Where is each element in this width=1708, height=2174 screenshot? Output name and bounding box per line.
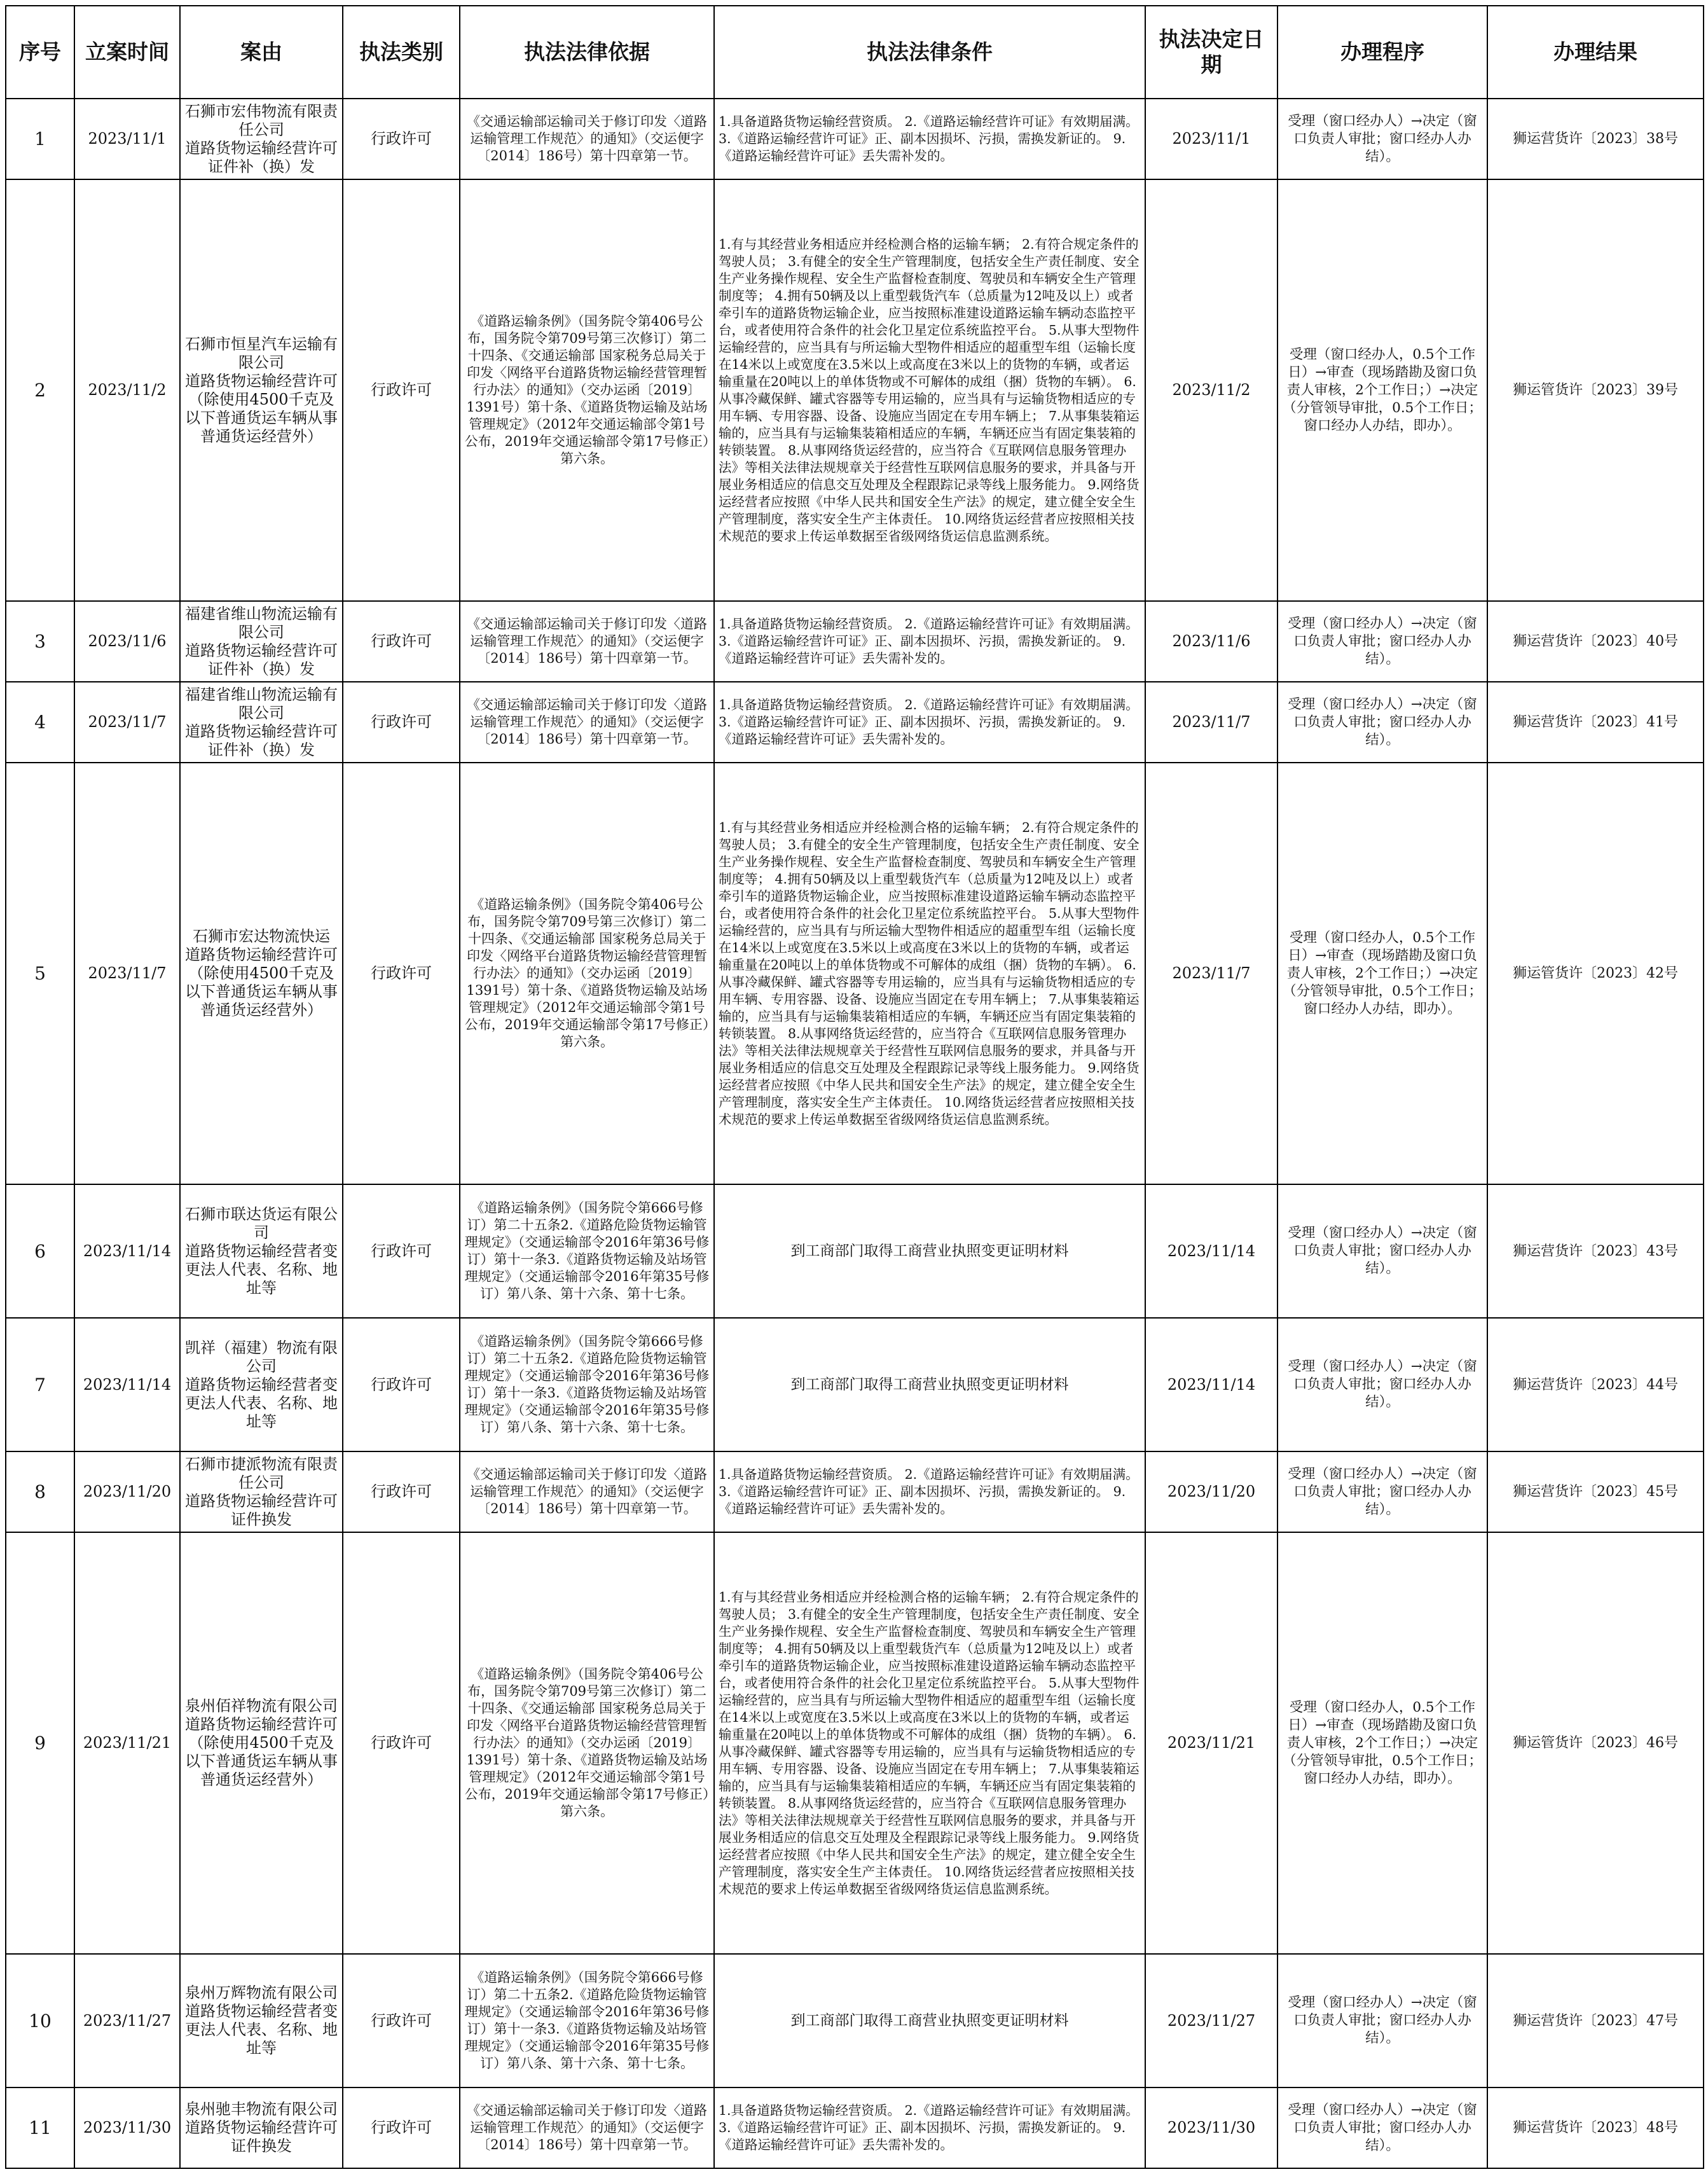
cell-seq: 6 [6,1184,74,1318]
cell-seq: 10 [6,1954,74,2087]
cell-decision-date: 2023/11/21 [1145,1532,1278,1954]
table-row [6,99,1704,179]
cause-matter: 道路货物运输经营许可证件换发 [185,2119,338,2155]
cell-result: 狮运营货许〔2023〕45号 [1487,1451,1704,1532]
cell-legal-condition: 到工商部门取得工商营业执照变更证明材料 [714,1318,1145,1451]
header-cause: 案由 [180,6,343,99]
table-row [6,682,1704,763]
cell-seq: 5 [6,763,74,1184]
cell-legal-basis: 《道路运输条例》（国务院令第666号修订）第二十五条2.《道路危险货物运输管理规定》（交通运输部令2016年第36号修订）第十一条3.《道路货物运输及站场管理规定》（交通运输部令2016年第35号修订）第八条、第十六条、第十七条。 [460,1184,714,1318]
table-row [6,1532,1704,1954]
cell-type: 行政许可 [343,179,460,601]
cell-seq: 7 [6,1318,74,1451]
cell-result: 狮运营货许〔2023〕43号 [1487,1184,1704,1318]
cell-filed-date: 2023/11/21 [74,1532,180,1954]
cell-legal-condition: 1.有与其经营业务相适应并经检测合格的运输车辆； 2.有符合规定条件的驾驶人员； 3.有健全的安全生产管理制度，包括安全生产责任制度、安全生产业务操作规程、安全生产监督检查制度、驾驶员和车辆安全生产管理制度等； 4.拥有50辆及以上重型载货汽车（总质量为12吨及以上）或者牵引车的道路货物运输企业，应当按照标准建设道路运输车辆动态监控平台，或者使用符合条件的社会化卫星定位系统监控平台。 5.从事大型物件运输经营的，应当具有与所运输大型物件相适应的超重型车组（运输长度在14米以上或宽度在3.5米以上或高度在3米以上的货物的车辆，或者运输重量在20吨以上的单体货物或不可解体的成组（捆）货物的车辆）。 6.从事冷藏保鲜、罐式容器等专用运输的，应当具有与运输货物相适应的专用车辆、专用容器、设备、设施应当固定在专用车辆上； 7.从事集装箱运输的，应当具有与运输集装箱相适应的车辆，车辆还应当有固定集装箱的转锁装置。 8.从事网络货运经营的，应当符合《互联网信息服务管理办法》等相关法律法规规章关于经营性互联网信息服务的要求，并具备与开展业务相适应的信息交互处理及全程跟踪记录等线上服务能力。 9.网络货运经营者应按照《中华人民共和国安全生产法》的规定，建立健全安全生产管理制度，落实安全生产主体责任。 10.网络货运经营者应按照相关技术规范的要求上传运单数据至省级网络货运信息监测系统。 [714,179,1145,601]
cause-company: 石狮市捷派物流有限责任公司 [185,1455,338,1492]
cause-company: 石狮市宏达物流快运 [193,927,330,945]
cell-procedure: 受理（窗口经办人）→决定（窗口负责人审批；窗口经办人办结）。 [1278,1954,1487,2087]
cell-legal-condition: 1.具备道路货物运输经营资质。 2.《道路运输经营许可证》有效期届满。 3.《道路运输经营许可证》正、副本因损坏、污损，需换发新证的。 9.《道路运输经营许可证》丢失需补发的。 [714,682,1145,763]
header-type: 执法类别 [343,6,460,99]
cell-decision-date: 2023/11/7 [1145,682,1278,763]
cell-filed-date: 2023/11/2 [74,179,180,601]
cell-cause [180,1184,343,1318]
header-filed-date: 立案时间 [74,6,180,99]
cell-filed-date: 2023/11/30 [74,2087,180,2168]
cell-legal-condition: 1.具备道路货物运输经营资质。 2.《道路运输经营许可证》有效期届满。 3.《道路运输经营许可证》正、副本因损坏、污损，需换发新证的。 9.《道路运输经营许可证》丢失需补发的。 [714,601,1145,682]
cause-matter: 道路货物运输经营许可证件补（换）发 [185,139,338,176]
cell-legal-condition: 到工商部门取得工商营业执照变更证明材料 [714,1184,1145,1318]
cause-matter: 道路货物运输经营者变更法人代表、名称、地址等 [185,1375,338,1430]
cell-result: 狮运营货许〔2023〕48号 [1487,2087,1704,2168]
cell-filed-date: 2023/11/27 [74,1954,180,2087]
cell-filed-date: 2023/11/20 [74,1451,180,1532]
cell-legal-basis: 《交通运输部运输司关于修订印发〈道路运输管理工作规范〉的通知》（交运便字〔2014〕186号）第十四章第一节。 [460,2087,714,2168]
cell-seq: 8 [6,1451,74,1532]
cell-legal-condition: 1.具备道路货物运输经营资质。 2.《道路运输经营许可证》有效期届满。 3.《道路运输经营许可证》正、副本因损坏、污损，需换发新证的。 9.《道路运输经营许可证》丢失需补发的。 [714,1451,1145,1532]
cell-type: 行政许可 [343,1532,460,1954]
cell-procedure: 受理（窗口经办人）→决定（窗口负责人审批；窗口经办人办结）。 [1278,2087,1487,2168]
cause-company: 福建省维山物流运输有限公司 [185,685,338,722]
cell-result: 狮运营货许〔2023〕40号 [1487,601,1704,682]
cell-cause [180,763,343,1184]
cause-matter: 道路货物运输经营许可（除使用4500千克及以下普通货运车辆从事普通货运经营外） [185,371,338,445]
cell-decision-date: 2023/11/27 [1145,1954,1278,2087]
header-procedure: 办理程序 [1278,6,1487,99]
cell-type: 行政许可 [343,2087,460,2168]
cell-filed-date: 2023/11/7 [74,763,180,1184]
cell-cause [180,1954,343,2087]
cause-company: 凯祥（福建）物流有限公司 [185,1338,338,1375]
cell-decision-date: 2023/11/2 [1145,179,1278,601]
table-row [6,1184,1704,1318]
cell-result: 狮运管货许〔2023〕42号 [1487,763,1704,1184]
cell-filed-date: 2023/11/7 [74,682,180,763]
table-row [6,179,1704,601]
cell-type: 行政许可 [343,1451,460,1532]
header-result: 办理结果 [1487,6,1704,99]
cell-decision-date: 2023/11/20 [1145,1451,1278,1532]
cell-legal-condition: 1.有与其经营业务相适应并经检测合格的运输车辆； 2.有符合规定条件的驾驶人员； 3.有健全的安全生产管理制度，包括安全生产责任制度、安全生产业务操作规程、安全生产监督检查制度、驾驶员和车辆安全生产管理制度等； 4.拥有50辆及以上重型载货汽车（总质量为12吨及以上）或者牵引车的道路货物运输企业，应当按照标准建设道路运输车辆动态监控平台，或者使用符合条件的社会化卫星定位系统监控平台。 5.从事大型物件运输经营的，应当具有与所运输大型物件相适应的超重型车组（运输长度在14米以上或宽度在3.5米以上或高度在3米以上的货物的车辆，或者运输重量在20吨以上的单体货物或不可解体的成组（捆）货物的车辆）。 6.从事冷藏保鲜、罐式容器等专用运输的，应当具有与运输货物相适应的专用车辆、专用容器、设备、设施应当固定在专用车辆上； 7.从事集装箱运输的，应当具有与运输集装箱相适应的车辆，车辆还应当有固定集装箱的转锁装置。 8.从事网络货运经营的，应当符合《互联网信息服务管理办法》等相关法律法规规章关于经营性互联网信息服务的要求，并具备与开展业务相适应的信息交互处理及全程跟踪记录等线上服务能力。 9.网络货运经营者应按照《中华人民共和国安全生产法》的规定，建立健全安全生产管理制度，落实安全生产主体责任。 10.网络货运经营者应按照相关技术规范的要求上传运单数据至省级网络货运信息监测系统。 [714,1532,1145,1954]
cell-decision-date: 2023/11/6 [1145,601,1278,682]
cause-company: 福建省维山物流运输有限公司 [185,604,338,641]
cell-legal-basis: 《交通运输部运输司关于修订印发〈道路运输管理工作规范〉的通知》（交运便字〔2014〕186号）第十四章第一节。 [460,99,714,179]
cell-legal-basis: 《道路运输条例》（国务院令第406号公布，国务院令第709号第三次修订）第二十四条、《交通运输部 国家税务总局关于印发〈网络平台道路货物运输经营管理暂行办法〉的通知》（交办运函〔2019〕1391号）第十条、《道路货物运输及站场管理规定》（2012年交通运输部令第1号公布，2019年交通运输部令第17号修正）第六条。 [460,1532,714,1954]
cell-result: 狮运营货许〔2023〕41号 [1487,682,1704,763]
cell-filed-date: 2023/11/6 [74,601,180,682]
cause-matter: 道路货物运输经营许可证件补（换）发 [185,641,338,678]
cell-seq: 2 [6,179,74,601]
cell-seq: 9 [6,1532,74,1954]
cause-company: 石狮市恒星汽车运输有限公司 [185,335,338,371]
cause-matter: 道路货物运输经营者变更法人代表、名称、地址等 [185,2002,338,2057]
cell-result: 狮运营货许〔2023〕47号 [1487,1954,1704,2087]
cause-company: 石狮市联达货运有限公司 [185,1205,338,1242]
cell-cause [180,179,343,601]
cause-matter: 道路货物运输经营许可证件补（换）发 [185,722,338,759]
cell-procedure: 受理（窗口经办人）→决定（窗口负责人审批；窗口经办人办结）。 [1278,1184,1487,1318]
cell-result: 狮运营货许〔2023〕38号 [1487,99,1704,179]
cell-cause [180,99,343,179]
cell-type: 行政许可 [343,99,460,179]
cell-seq: 11 [6,2087,74,2168]
cell-type: 行政许可 [343,682,460,763]
cell-legal-condition: 1.有与其经营业务相适应并经检测合格的运输车辆； 2.有符合规定条件的驾驶人员； 3.有健全的安全生产管理制度，包括安全生产责任制度、安全生产业务操作规程、安全生产监督检查制度、驾驶员和车辆安全生产管理制度等； 4.拥有50辆及以上重型载货汽车（总质量为12吨及以上）或者牵引车的道路货物运输企业，应当按照标准建设道路运输车辆动态监控平台，或者使用符合条件的社会化卫星定位系统监控平台。 5.从事大型物件运输经营的，应当具有与所运输大型物件相适应的超重型车组（运输长度在14米以上或宽度在3.5米以上或高度在3米以上的货物的车辆，或者运输重量在20吨以上的单体货物或不可解体的成组（捆）货物的车辆）。 6.从事冷藏保鲜、罐式容器等专用运输的，应当具有与运输货物相适应的专用车辆、专用容器、设备、设施应当固定在专用车辆上； 7.从事集装箱运输的，应当具有与运输集装箱相适应的车辆，车辆还应当有固定集装箱的转锁装置。 8.从事网络货运经营的，应当符合《互联网信息服务管理办法》等相关法律法规规章关于经营性互联网信息服务的要求，并具备与开展业务相适应的信息交互处理及全程跟踪记录等线上服务能力。 9.网络货运经营者应按照《中华人民共和国安全生产法》的规定，建立健全安全生产管理制度，落实安全生产主体责任。 10.网络货运经营者应按照相关技术规范的要求上传运单数据至省级网络货运信息监测系统。 [714,763,1145,1184]
cell-legal-basis: 《道路运输条例》（国务院令第406号公布，国务院令第709号第三次修订）第二十四条、《交通运输部 国家税务总局关于印发〈网络平台道路货物运输经营管理暂行办法〉的通知》（交办运函〔2019〕1391号）第十条、《道路货物运输及站场管理规定》（2012年交通运输部令第1号公布，2019年交通运输部令第17号修正）第六条。 [460,763,714,1184]
cause-matter: 道路货物运输经营许可（除使用4500千克及以下普通货运车辆从事普通货运经营外） [185,946,338,1019]
cell-result: 狮运管货许〔2023〕46号 [1487,1532,1704,1954]
cell-filed-date: 2023/11/14 [74,1318,180,1451]
cell-procedure: 受理（窗口经办人，0.5个工作日）→审查（现场踏勘及窗口负责人审核，2个工作日；）→决定（分管领导审批，0.5个工作日；窗口经办人办结，即办）。 [1278,179,1487,601]
cell-legal-basis: 《交通运输部运输司关于修订印发〈道路运输管理工作规范〉的通知》（交运便字〔2014〕186号）第十四章第一节。 [460,1451,714,1532]
cause-matter: 道路货物运输经营许可（除使用4500千克及以下普通货运车辆从事普通货运经营外） [185,1715,338,1789]
cell-legal-condition: 到工商部门取得工商营业执照变更证明材料 [714,1954,1145,2087]
cell-type: 行政许可 [343,1184,460,1318]
cell-filed-date: 2023/11/1 [74,99,180,179]
cell-cause [180,601,343,682]
cell-seq: 3 [6,601,74,682]
header-row [6,6,1704,99]
cell-seq: 4 [6,682,74,763]
cell-procedure: 受理（窗口经办人，0.5个工作日）→审查（现场踏勘及窗口负责人审核，2个工作日；）→决定（分管领导审批，0.5个工作日；窗口经办人办结，即办）。 [1278,763,1487,1184]
cause-company: 泉州佰祥物流有限公司 [185,1697,338,1715]
cause-company: 泉州万辉物流有限公司 [185,1984,338,2002]
table-row [6,1954,1704,2087]
cause-matter: 道路货物运输经营许可证件换发 [185,1492,338,1528]
table-row [6,1318,1704,1451]
enforcement-table [5,5,1704,2169]
cause-company: 石狮市宏伟物流有限责任公司 [185,102,338,139]
cell-legal-basis: 《道路运输条例》（国务院令第666号修订）第二十五条2.《道路危险货物运输管理规定》（交通运输部令2016年第36号修订）第十一条3.《道路货物运输及站场管理规定》（交通运输部令2016年第35号修订）第八条、第十六条、第十七条。 [460,1318,714,1451]
table-row [6,601,1704,682]
header-decision-date: 执法决定日期 [1145,6,1278,99]
cell-legal-basis: 《交通运输部运输司关于修订印发〈道路运输管理工作规范〉的通知》（交运便字〔2014〕186号）第十四章第一节。 [460,682,714,763]
cell-legal-condition: 1.具备道路货物运输经营资质。 2.《道路运输经营许可证》有效期届满。 3.《道路运输经营许可证》正、副本因损坏、污损，需换发新证的。 9.《道路运输经营许可证》丢失需补发的。 [714,2087,1145,2168]
cell-procedure: 受理（窗口经办人）→决定（窗口负责人审批；窗口经办人办结）。 [1278,1451,1487,1532]
cell-cause [180,1451,343,1532]
cell-type: 行政许可 [343,1954,460,2087]
table-row [6,1451,1704,1532]
cell-procedure: 受理（窗口经办人）→决定（窗口负责人审批；窗口经办人办结）。 [1278,1318,1487,1451]
cell-procedure: 受理（窗口经办人，0.5个工作日）→审查（现场踏勘及窗口负责人审核，2个工作日；）→决定（分管领导审批，0.5个工作日；窗口经办人办结，即办）。 [1278,1532,1487,1954]
cell-legal-condition: 1.具备道路货物运输经营资质。 2.《道路运输经营许可证》有效期届满。 3.《道路运输经营许可证》正、副本因损坏、污损，需换发新证的。 9.《道路运输经营许可证》丢失需补发的。 [714,99,1145,179]
cell-type: 行政许可 [343,1318,460,1451]
header-legal-basis: 执法法律依据 [460,6,714,99]
cell-result: 狮运管货许〔2023〕39号 [1487,179,1704,601]
header-legal-condition: 执法法律条件 [714,6,1145,99]
cell-procedure: 受理（窗口经办人）→决定（窗口负责人审批；窗口经办人办结）。 [1278,601,1487,682]
table-row [6,2087,1704,2168]
cell-decision-date: 2023/11/14 [1145,1184,1278,1318]
cell-filed-date: 2023/11/14 [74,1184,180,1318]
cell-legal-basis: 《交通运输部运输司关于修订印发〈道路运输管理工作规范〉的通知》（交运便字〔2014〕186号）第十四章第一节。 [460,601,714,682]
cause-matter: 道路货物运输经营者变更法人代表、名称、地址等 [185,1242,338,1297]
cell-type: 行政许可 [343,763,460,1184]
cell-cause [180,1532,343,1954]
table-row [6,763,1704,1184]
cell-result: 狮运营货许〔2023〕44号 [1487,1318,1704,1451]
cell-cause [180,682,343,763]
cell-decision-date: 2023/11/1 [1145,99,1278,179]
cell-legal-basis: 《道路运输条例》（国务院令第406号公布，国务院令第709号第三次修订）第二十四条、《交通运输部 国家税务总局关于印发〈网络平台道路货物运输经营管理暂行办法〉的通知》（交办运函〔2019〕1391号）第十条、《道路货物运输及站场管理规定》（2012年交通运输部令第1号公布，2019年交通运输部令第17号修正）第六条。 [460,179,714,601]
cell-decision-date: 2023/11/7 [1145,763,1278,1184]
header-seq: 序号 [6,6,74,99]
cell-procedure: 受理（窗口经办人）→决定（窗口负责人审批；窗口经办人办结）。 [1278,682,1487,763]
cell-decision-date: 2023/11/14 [1145,1318,1278,1451]
cause-company: 泉州驰丰物流有限公司 [185,2100,338,2118]
cell-type: 行政许可 [343,601,460,682]
cell-seq: 1 [6,99,74,179]
cell-decision-date: 2023/11/30 [1145,2087,1278,2168]
cell-cause [180,2087,343,2168]
cell-legal-basis: 《道路运输条例》（国务院令第666号修订）第二十五条2.《道路危险货物运输管理规定》（交通运输部令2016年第36号修订）第十一条3.《道路货物运输及站场管理规定》（交通运输部令2016年第35号修订）第八条、第十六条、第十七条。 [460,1954,714,2087]
cell-procedure: 受理（窗口经办人）→决定（窗口负责人审批；窗口经办人办结）。 [1278,99,1487,179]
cell-cause [180,1318,343,1451]
